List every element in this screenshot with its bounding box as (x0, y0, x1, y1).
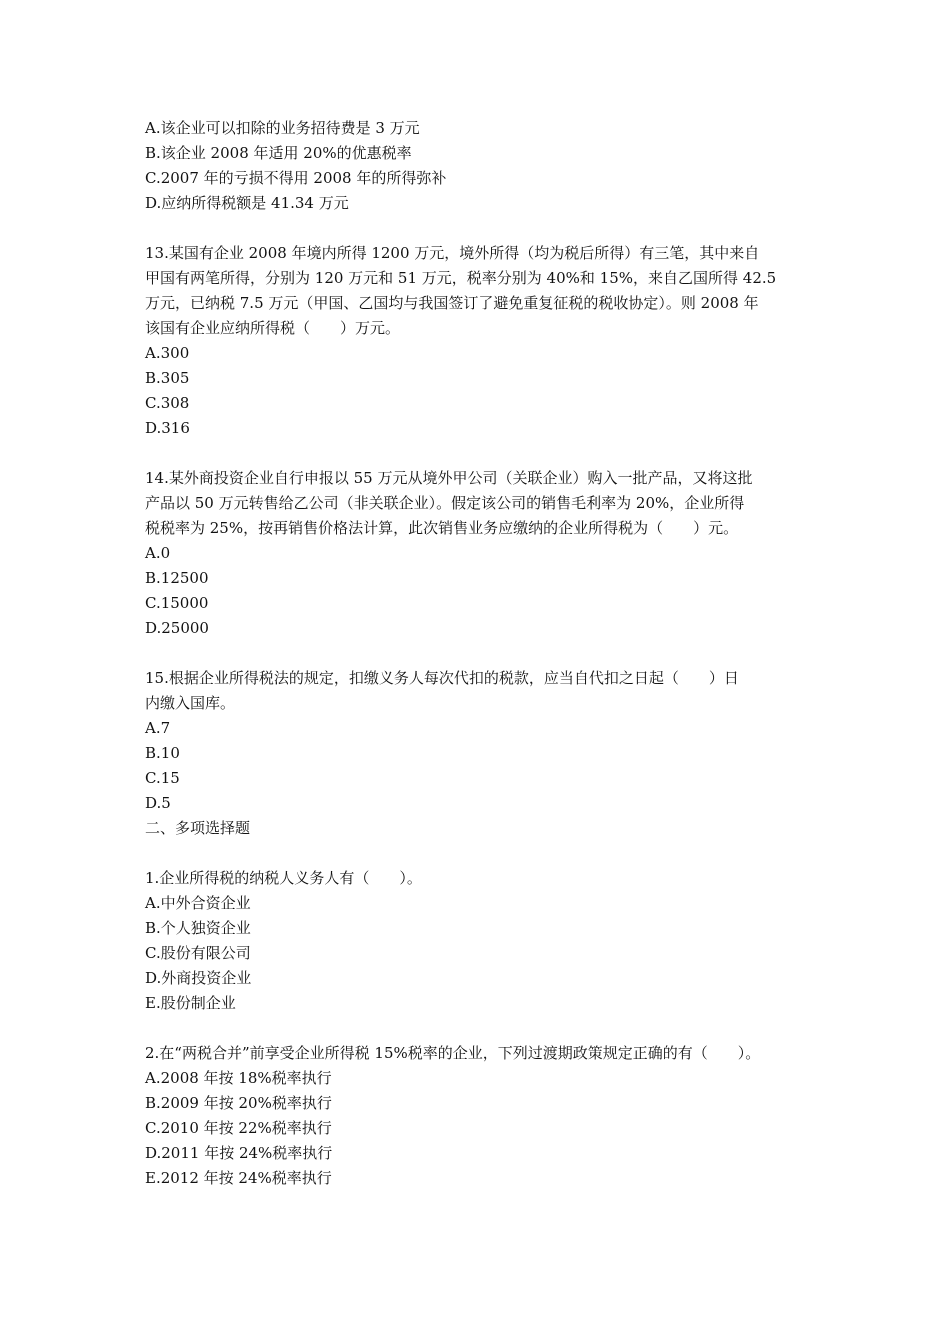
m1-option-c: C.股份有限公司 (145, 944, 251, 962)
q13-option-b: B.305 (145, 369, 190, 387)
m1-option-d: D.外商投资企业 (145, 969, 252, 987)
m2-stem-line: 2.在“两税合并”前享受企业所得税 15%税率的企业，下列过渡期政策规定正确的有（ ）。 (145, 1044, 761, 1062)
q14-stem-line: 产品以 50 万元转售给乙公司（非关联企业）。假定该公司的销售毛利率为 20%，企业所得 (145, 494, 745, 512)
q13-option-d: D.316 (145, 419, 190, 437)
q14-option-b: B.12500 (145, 569, 209, 587)
q15-option-b: B.10 (145, 744, 180, 762)
q15-option-a: A.7 (145, 719, 171, 737)
q12-option-d: D.应纳所得税额是 41.34 万元 (145, 194, 349, 212)
spacer (145, 216, 810, 241)
spacer (145, 1016, 810, 1041)
q13-stem-line: 13.某国有企业 2008 年境内所得 1200 万元，境外所得（均为税后所得）有三笔，其中来自 (145, 244, 760, 262)
q14-stem-line: 税税率为 25%，按再销售价格法计算，此次销售业务应缴纳的企业所得税为（ ）元。 (145, 519, 739, 537)
multi-question-1 (145, 866, 810, 1016)
q14-option-c: C.15000 (145, 594, 209, 612)
q14-stem-line: 14.某外商投资企业自行申报以 55 万元从境外甲公司（关联企业）购入一批产品，又将这批 (145, 469, 753, 487)
section-heading: 二、多项选择题 (145, 819, 251, 837)
m1-option-b: B.个人独资企业 (145, 919, 251, 937)
q12-options (145, 116, 810, 216)
q13-option-a: A.300 (145, 344, 190, 362)
question-15 (145, 666, 810, 816)
m1-stem-line: 1.企业所得税的纳税人义务人有（ ）。 (145, 869, 422, 887)
question-13 (145, 241, 810, 441)
q12-option-b: B.该企业 2008 年适用 20%的优惠税率 (145, 144, 412, 162)
q12-option-c: C.2007 年的亏损不得用 2008 年的所得弥补 (145, 169, 447, 187)
q12-option-a: A.该企业可以扣除的业务招待费是 3 万元 (145, 119, 420, 137)
m2-option-a: A.2008 年按 18%税率执行 (145, 1069, 332, 1087)
q13-stem-line: 甲国有两笔所得，分别为 120 万元和 51 万元，税率分别为 40%和 15%，来自乙国所得 42.5 (145, 269, 777, 287)
m2-option-e: E.2012 年按 24%税率执行 (145, 1169, 332, 1187)
m1-option-e: E.股份制企业 (145, 994, 236, 1012)
q13-option-c: C.308 (145, 394, 190, 412)
m2-option-b: B.2009 年按 20%税率执行 (145, 1094, 332, 1112)
q15-option-c: C.15 (145, 769, 180, 787)
question-14 (145, 466, 810, 641)
m2-option-d: D.2011 年按 24%税率执行 (145, 1144, 333, 1162)
q14-option-a: A.0 (145, 544, 171, 562)
q15-option-d: D.5 (145, 794, 171, 812)
m2-option-c: C.2010 年按 22%税率执行 (145, 1119, 332, 1137)
spacer (145, 441, 810, 466)
q15-stem-line: 15.根据企业所得税法的规定，扣缴义务人每次代扣的税款，应当自代扣之日起（ ）日 (145, 669, 739, 687)
multi-question-2 (145, 1041, 810, 1191)
spacer (145, 641, 810, 666)
m1-option-a: A.中外合资企业 (145, 894, 251, 912)
q13-stem-line: 万元，已纳税 7.5 万元（甲国、乙国均与我国签订了避免重复征税的税收协定）。则 2008 年 (145, 294, 759, 312)
q14-option-d: D.25000 (145, 619, 209, 637)
q13-stem-line: 该国有企业应纳所得税（ ）万元。 (145, 319, 401, 337)
q15-stem-line: 内缴入国库。 (145, 694, 236, 712)
spacer (145, 841, 810, 866)
document-page (145, 116, 810, 1191)
